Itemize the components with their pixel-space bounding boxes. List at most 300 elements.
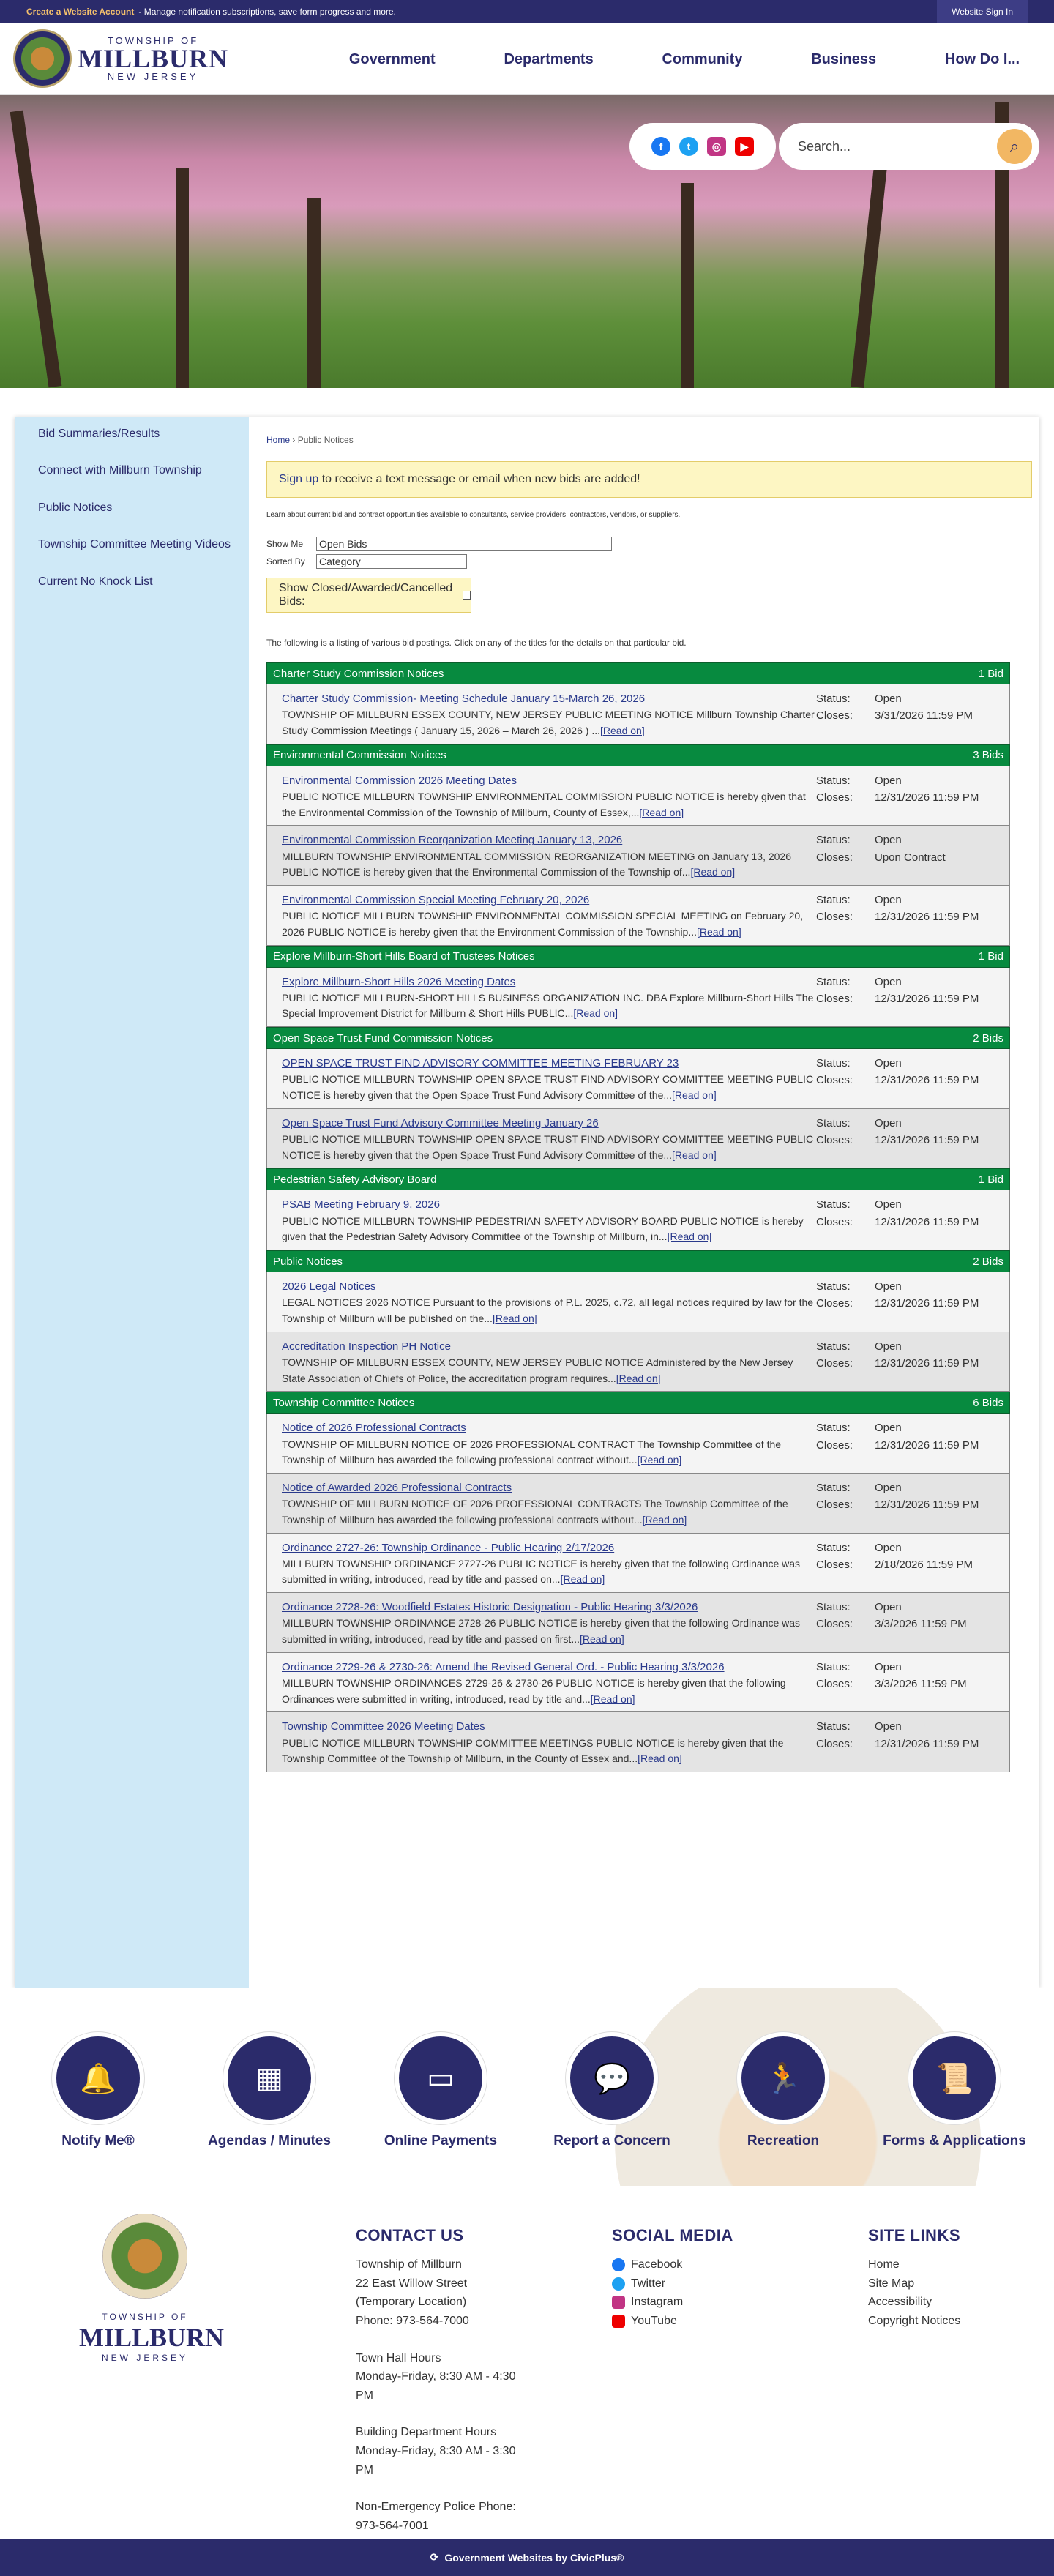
category-name: Environmental Commission Notices — [273, 749, 446, 762]
closes-label: Closes: — [816, 1678, 853, 1690]
status-label: Status: — [816, 1280, 851, 1293]
status-label: Status: — [816, 1660, 851, 1673]
read-on-link[interactable]: [Read on] — [616, 1372, 661, 1384]
contact-line: Phone: 973-564-7000 — [356, 2314, 469, 2327]
main-content — [266, 417, 1032, 1772]
bid-description — [282, 849, 816, 881]
facebook-icon[interactable]: f — [651, 137, 670, 156]
quicklink-recreation[interactable] — [710, 2032, 856, 2149]
show-closed-checkbox[interactable] — [463, 591, 471, 600]
read-on-link[interactable]: [Read on] — [672, 1149, 717, 1161]
bid-description — [282, 1295, 816, 1326]
bid-title-link[interactable]: Township Committee 2026 Meeting Dates — [282, 1720, 485, 1733]
footer-instagram[interactable] — [612, 2293, 802, 2312]
category-count: 2 Bids — [973, 1031, 1003, 1045]
quicklink-label: Recreation — [747, 2133, 820, 2148]
hero-banner — [0, 95, 1054, 388]
contact-line: (Temporary Location) — [356, 2296, 467, 2309]
closes-value: 12/31/2026 11:59 PM — [875, 1737, 979, 1750]
instagram-icon[interactable]: ◎ — [707, 137, 726, 156]
facebook-icon — [612, 2258, 625, 2271]
nav-departments[interactable]: Departments — [504, 51, 594, 67]
bid-status-block — [816, 1718, 979, 1752]
bid-row — [266, 1534, 1010, 1594]
create-account-link[interactable]: Create a Website Account — [26, 7, 135, 17]
bid-title-link[interactable]: Notice of 2026 Professional Contracts — [282, 1422, 466, 1435]
closes-label: Closes: — [816, 1498, 853, 1512]
status-value: Open — [875, 1541, 902, 1554]
site-header — [0, 23, 1054, 95]
bid-desc-text: TOWNSHIP OF MILLBURN NOTICE OF 2026 PROFESSIONAL CONTRACT The Township Committee of the Township of Millburn has awarded the following professional contract without... — [282, 1438, 782, 1466]
closes-label: Closes: — [816, 1134, 853, 1146]
category-header — [266, 1392, 1010, 1414]
nav-community[interactable]: Community — [662, 51, 743, 67]
closes-value: 3/3/2026 11:59 PM — [875, 1678, 967, 1690]
read-on-link[interactable]: [Read on] — [638, 1752, 682, 1765]
quicklink-forms[interactable] — [881, 2032, 1028, 2149]
youtube-icon — [612, 2315, 625, 2328]
bid-description — [282, 1072, 816, 1103]
footer-youtube[interactable] — [612, 2312, 802, 2331]
instagram-icon — [612, 2296, 625, 2309]
status-label: Status: — [816, 774, 851, 787]
category-count: 1 Bid — [978, 950, 1003, 963]
footer — [0, 2186, 1054, 2539]
read-on-link[interactable]: [Read on] — [697, 925, 741, 938]
bid-status-block — [816, 1539, 973, 1574]
footer-twitter[interactable] — [612, 2274, 802, 2293]
logo-text — [78, 36, 228, 81]
bid-status-block — [816, 690, 973, 725]
create-account-desc: - Manage notification subscriptions, save form progress and more. — [138, 7, 396, 17]
hero-tree — [10, 111, 62, 388]
closes-label: Closes: — [816, 1215, 853, 1228]
contact-line — [356, 2405, 546, 2423]
category-header — [266, 662, 1010, 684]
category-header — [266, 744, 1010, 766]
bid-desc-text: PUBLIC NOTICE MILLBURN TOWNSHIP ENVIRONMENTAL COMMISSION PUBLIC NOTICE is hereby given that the Environmental Commission of the Township of Millburn, County of Essex,... — [282, 790, 806, 818]
closes-label: Closes: — [816, 1438, 853, 1452]
bid-status-block — [816, 1338, 979, 1373]
bid-title-link[interactable]: Environmental Commission Reorganization Meeting January 13, 2026 — [282, 834, 623, 847]
social-media — [612, 2222, 802, 2331]
status-value: Open — [875, 975, 902, 988]
closes-value: 3/3/2026 11:59 PM — [875, 1618, 967, 1631]
sitelinks-heading: SITE LINKS — [868, 2226, 961, 2244]
closes-label: Closes: — [816, 1297, 853, 1310]
breadcrumb-home[interactable]: Home — [266, 435, 291, 445]
bid-row — [266, 1593, 1010, 1653]
bid-desc-text: TOWNSHIP OF MILLBURN ESSEX COUNTY, NEW JERSEY PUBLIC MEETING NOTICE Millburn Township Charter Study Commission Meetings ( January 15, 2026 – March 26, 2026 ) ... — [282, 709, 815, 736]
closes-value: 2/18/2026 11:59 PM — [875, 1558, 973, 1571]
bid-status-block — [816, 1659, 967, 1693]
closes-label: Closes: — [816, 1558, 853, 1571]
category-header — [266, 946, 1010, 968]
status-label: Status: — [816, 1340, 851, 1353]
credit-card-icon: ▭ — [395, 2032, 487, 2124]
logo-line3: NEW JERSEY — [107, 71, 199, 82]
status-label: Status: — [816, 1601, 851, 1614]
bid-desc-text: PUBLIC NOTICE MILLBURN TOWNSHIP OPEN SPACE TRUST FIND ADVISORY COMMITTEE MEETING PUBLIC NOTICE is hereby given that the Open Space Trust Fund Advisory Committee of the... — [282, 1133, 814, 1161]
bid-description — [282, 707, 816, 739]
category-name: Pedestrian Safety Advisory Board — [273, 1173, 437, 1186]
footer-logo[interactable] — [79, 2214, 225, 2363]
breadcrumb — [266, 435, 1032, 445]
bid-row — [266, 886, 1010, 946]
bid-desc-text: MILLBURN TOWNSHIP ENVIRONMENTAL COMMISSION REORGANIZATION MEETING on January 13, 2026 PUBLIC NOTICE is hereby given that the Environmental Commission of the Township of... — [282, 850, 792, 878]
category-count: 6 Bids — [973, 1396, 1003, 1409]
bid-desc-text: MILLBURN TOWNSHIP ORDINANCE 2727-26 PUBLIC NOTICE is hereby given that the following Ordinance was submitted in writing, introduced, read by title and passed on... — [282, 1557, 801, 1586]
footer-facebook[interactable] — [612, 2255, 802, 2274]
sitelink-accessibility[interactable]: Accessibility — [868, 2296, 932, 2309]
contact-line — [356, 2331, 546, 2349]
calendar-icon: ▦ — [223, 2032, 315, 2124]
category-name: Township Committee Notices — [273, 1396, 415, 1409]
bid-description — [282, 1556, 816, 1588]
contact-line: Monday-Friday, 8:30 AM - 4:30 — [356, 2370, 516, 2383]
bid-desc-text: MILLBURN TOWNSHIP ORDINANCE 2728-26 PUBLIC NOTICE is hereby given that the following Ordinance was submitted in writing, introduced, read by title and passed on first... — [282, 1617, 801, 1646]
sitelink-site-map[interactable]: Site Map — [868, 2277, 915, 2290]
main-panel — [15, 417, 1039, 1988]
show-closed-box — [266, 578, 471, 613]
nav-government[interactable]: Government — [348, 51, 436, 67]
bid-row — [266, 1653, 1010, 1713]
bid-row — [266, 1190, 1010, 1250]
bid-desc-text: TOWNSHIP OF MILLBURN NOTICE OF 2026 PROFESSIONAL CONTRACTS The Township Committee of the Township of Millburn has awarded the following professional contracts without... — [282, 1498, 788, 1526]
bid-row — [266, 1272, 1010, 1332]
closes-value: 12/31/2026 11:59 PM — [875, 911, 979, 924]
show-me-select[interactable]: Open Bids — [316, 537, 612, 551]
bid-title-link[interactable]: OPEN SPACE TRUST FIND ADVISORY COMMITTEE MEETING FEBRUARY 23 — [282, 1057, 679, 1070]
status-label: Status: — [816, 893, 851, 906]
sidebar-item-connect[interactable]: Connect with Millburn Township — [38, 464, 202, 477]
chat-icon: 💬 — [566, 2032, 658, 2124]
read-on-link[interactable]: [Read on] — [639, 806, 684, 818]
closes-value: 12/31/2026 11:59 PM — [875, 791, 979, 804]
contact-heading: CONTACT US — [356, 2226, 464, 2244]
status-label: Status: — [816, 1057, 851, 1070]
twitter-icon[interactable]: t — [679, 137, 698, 156]
contact-line: 973-564-7001 — [356, 2519, 429, 2532]
bid-status-block — [816, 1115, 979, 1149]
status-value: Open — [875, 692, 902, 705]
closes-value: 12/31/2026 11:59 PM — [875, 1215, 979, 1228]
quicklink-label: Notify Me® — [61, 2133, 135, 2148]
status-label: Status: — [816, 1422, 851, 1435]
closes-value: 12/31/2026 11:59 PM — [875, 1074, 979, 1087]
bid-desc-text: PUBLIC NOTICE MILLBURN TOWNSHIP OPEN SPACE TRUST FIND ADVISORY COMMITTEE MEETING PUBLIC NOTICE is hereby given that the Open Space Trust Fund Advisory Committee of the... — [282, 1073, 814, 1102]
bid-title-link[interactable]: Environmental Commission Special Meeting February 20, 2026 — [282, 893, 590, 906]
bid-status-block — [816, 1419, 979, 1454]
bid-title-link[interactable]: Open Space Trust Fund Advisory Committee Meeting January 26 — [282, 1116, 599, 1130]
status-value: Open — [875, 1198, 902, 1212]
youtube-icon[interactable]: ▶ — [735, 137, 754, 156]
sorted-by-select[interactable]: Category — [316, 554, 467, 569]
bid-desc-text: MILLBURN TOWNSHIP ORDINANCES 2729-26 & 2730-26 PUBLIC NOTICE is hereby given that the following Ordinances were submitted in writing, introduced, read by title and... — [282, 1677, 786, 1705]
read-on-link[interactable]: [Read on] — [580, 1633, 624, 1646]
township-seal-icon — [13, 29, 72, 88]
closes-label: Closes: — [816, 709, 853, 723]
status-value: Open — [875, 1057, 902, 1070]
website-sign-in-button[interactable]: Website Sign In — [937, 0, 1028, 23]
show-closed-label: Show Closed/Awarded/Cancelled Bids: — [279, 582, 453, 608]
read-on-link[interactable]: [Read on] — [690, 866, 736, 878]
civicplus-link[interactable]: Government Websites by CivicPlus® — [444, 2551, 624, 2564]
status-label: Status: — [816, 834, 851, 847]
category-count: 1 Bid — [978, 1173, 1003, 1186]
sidebar-item-committee-videos[interactable]: Township Committee Meeting Videos — [38, 538, 231, 551]
scroll-icon: 📜 — [908, 2032, 1001, 2124]
closes-value: 12/31/2026 11:59 PM — [875, 992, 979, 1005]
bid-description — [282, 908, 816, 940]
breadcrumb-sep: › — [292, 435, 296, 445]
bid-description — [282, 1355, 816, 1386]
social-heading: SOCIAL MEDIA — [612, 2226, 733, 2244]
bid-row — [266, 1414, 1010, 1474]
sitelink-copyright[interactable]: Copyright Notices — [868, 2314, 961, 2327]
bid-desc-text: PUBLIC NOTICE MILLBURN-SHORT HILLS BUSINESS ORGANIZATION INC. DBA Explore Millburn-Short Hills The Special Improvement District for Millburn & Short Hills PUBLIC... — [282, 991, 814, 1020]
search-box[interactable] — [779, 123, 1039, 170]
status-value: Open — [875, 834, 902, 847]
quicklink-report-concern[interactable] — [539, 2032, 685, 2149]
closes-value: 12/31/2026 11:59 PM — [875, 1297, 979, 1310]
quick-links — [0, 1988, 1054, 2186]
twitter-icon — [612, 2277, 625, 2291]
bid-title-link[interactable]: Ordinance 2729-26 & 2730-26: Amend the Revised General Ord. - Public Hearing 3/3/2026 — [282, 1660, 725, 1673]
contact-line: Non-Emergency Police Phone: — [356, 2501, 516, 2514]
category-header — [266, 1250, 1010, 1272]
bid-title-link[interactable]: Notice of Awarded 2026 Professional Contracts — [282, 1481, 512, 1494]
township-seal-icon — [102, 2214, 187, 2299]
contact-line — [356, 2479, 546, 2498]
main-nav — [315, 23, 1054, 95]
category-count: 1 Bid — [978, 667, 1003, 680]
sidebar-item-no-knock-list[interactable]: Current No Knock List — [38, 575, 153, 588]
sidebar-item-bid-summaries[interactable]: Bid Summaries/Results — [38, 428, 160, 440]
closes-label: Closes: — [816, 1356, 853, 1370]
bid-table — [266, 662, 1010, 1772]
category-header — [266, 1168, 1010, 1190]
bid-row — [266, 826, 1010, 886]
read-on-link[interactable]: [Read on] — [637, 1454, 682, 1466]
status-label: Status: — [816, 1481, 851, 1494]
bid-description — [282, 1132, 816, 1163]
read-on-link[interactable]: [Read on] — [600, 724, 645, 736]
category-count: 3 Bids — [973, 749, 1003, 762]
bid-desc-text: LEGAL NOTICES 2026 NOTICE Pursuant to the provisions of P.L. 2025, c.72, all legal notices required by law for the Township of Millburn will be published on the... — [282, 1296, 814, 1324]
footer-social-label: Instagram — [631, 2296, 684, 2309]
read-on-link[interactable]: [Read on] — [642, 1513, 687, 1526]
bid-description — [282, 1616, 816, 1647]
civicplus-bar — [0, 2539, 1054, 2576]
closes-label: Closes: — [816, 791, 853, 804]
contact-us — [356, 2222, 546, 2535]
bid-status-block — [816, 892, 979, 926]
breadcrumb-current: Public Notices — [297, 435, 354, 445]
contact-line: Town Hall Hours — [356, 2351, 441, 2364]
status-value: Open — [875, 893, 902, 906]
read-on-link[interactable]: [Read on] — [560, 1573, 605, 1586]
bid-status-block — [816, 772, 979, 807]
bid-description — [282, 1496, 816, 1528]
bid-row — [266, 766, 1010, 826]
bid-title-link[interactable]: PSAB Meeting February 9, 2026 — [282, 1198, 440, 1212]
contact-line: PM — [356, 2389, 373, 2402]
hero-tree — [681, 183, 694, 388]
closes-label: Closes: — [816, 992, 853, 1005]
closes-label: Closes: — [816, 1618, 853, 1631]
footer-logo-line2: MILLBURN — [79, 2323, 225, 2352]
logo-line1: TOWNSHIP OF — [107, 35, 199, 46]
bid-status-block — [816, 1055, 979, 1089]
signup-link[interactable]: Sign up — [279, 473, 319, 485]
read-on-link[interactable]: [Read on] — [492, 1312, 537, 1324]
bid-row — [266, 1474, 1010, 1534]
footer-social-label: Facebook — [631, 2258, 683, 2271]
quicklink-label: Report a Concern — [553, 2133, 670, 2148]
closes-value: 12/31/2026 11:59 PM — [875, 1356, 979, 1370]
bid-row — [266, 1049, 1010, 1109]
closes-value: Upon Contract — [875, 851, 946, 864]
hero-tree — [307, 198, 321, 388]
social-icons — [629, 123, 776, 170]
read-on-link[interactable]: [Read on] — [573, 1007, 618, 1020]
closes-value: 12/31/2026 11:59 PM — [875, 1134, 979, 1146]
status-value: Open — [875, 1720, 902, 1733]
closes-label: Closes: — [816, 1074, 853, 1087]
status-value: Open — [875, 1601, 902, 1614]
sitelink-home[interactable]: Home — [868, 2258, 900, 2271]
category-name: Charter Study Commission Notices — [273, 667, 444, 680]
quicklink-label: Forms & Applications — [883, 2133, 1026, 2148]
bid-title-link[interactable]: Ordinance 2727-26: Township Ordinance - Public Hearing 2/17/2026 — [282, 1541, 615, 1554]
status-value: Open — [875, 1660, 902, 1673]
bid-description — [282, 1437, 816, 1468]
bid-description — [282, 1214, 816, 1245]
bid-status-block — [816, 974, 979, 1008]
bid-title-link[interactable]: Environmental Commission 2026 Meeting Dates — [282, 774, 517, 787]
read-on-link[interactable]: [Read on] — [672, 1089, 717, 1102]
footer-logo-line3: NEW JERSEY — [101, 2353, 188, 2363]
contact-line: Township of Millburn — [356, 2258, 462, 2271]
hero-tree — [176, 168, 189, 388]
bid-row — [266, 1712, 1010, 1772]
closes-label: Closes: — [816, 851, 853, 864]
closes-value: 12/31/2026 11:59 PM — [875, 1498, 979, 1512]
read-on-link[interactable]: [Read on] — [590, 1692, 635, 1705]
bid-title-link[interactable]: 2026 Legal Notices — [282, 1280, 376, 1293]
status-label: Status: — [816, 1198, 851, 1212]
bid-row — [266, 684, 1010, 744]
status-label: Status: — [816, 1116, 851, 1130]
home-logo[interactable] — [13, 29, 228, 88]
bid-row — [266, 1332, 1010, 1392]
hero-tree — [851, 139, 889, 388]
closes-value: 12/31/2026 11:59 PM — [875, 1438, 979, 1452]
footer-logo-line1: TOWNSHIP OF — [102, 2312, 188, 2322]
filters — [266, 537, 1032, 569]
bid-description — [282, 990, 816, 1022]
signup-text: to receive a text message or email when new bids are added! — [318, 473, 640, 485]
status-label: Status: — [816, 975, 851, 988]
nav-business[interactable]: Business — [811, 51, 877, 67]
read-on-link[interactable]: [Read on] — [667, 1231, 712, 1243]
bid-status-block — [816, 1599, 967, 1633]
quicklink-label: Online Payments — [384, 2133, 498, 2148]
civicplus-icon: ⟳ — [430, 2551, 439, 2563]
status-value: Open — [875, 1422, 902, 1435]
footer-social-label: YouTube — [631, 2314, 677, 2327]
closes-value: 3/31/2026 11:59 PM — [875, 709, 973, 723]
search-icon[interactable]: ⌕ — [997, 129, 1032, 164]
bid-title-link[interactable]: Ordinance 2728-26: Woodfield Estates Historic Designation - Public Hearing 3/3/2026 — [282, 1601, 698, 1614]
category-count: 2 Bids — [973, 1255, 1003, 1268]
sorted-by-label: Sorted By — [266, 556, 305, 567]
sidebar — [15, 417, 249, 1988]
category-header — [266, 1027, 1010, 1049]
logo-line2: MILLBURN — [78, 44, 229, 73]
bid-row — [266, 968, 1010, 1028]
category-name: Explore Millburn-Short Hills Board of Trustees Notices — [273, 950, 535, 963]
top-bar — [0, 0, 1054, 23]
status-label: Status: — [816, 1541, 851, 1554]
bid-description — [282, 789, 816, 821]
runner-icon: 🏃 — [737, 2032, 829, 2124]
site-links — [868, 2222, 1029, 2331]
bid-desc-text: PUBLIC NOTICE MILLBURN TOWNSHIP ENVIRONMENTAL COMMISSION SPECIAL MEETING on February 20, 2026 PUBLIC NOTICE is hereby given that the Environment Commission of the Township... — [282, 910, 804, 938]
contact-line: Building Department Hours — [356, 2426, 497, 2439]
bid-title-link[interactable]: Charter Study Commission- Meeting Schedule January 15-March 26, 2026 — [282, 692, 646, 705]
listing-text: The following is a listing of various bid postings. Click on any of the titles for the details on that particular bid. — [266, 638, 687, 648]
bid-status-block — [816, 832, 946, 866]
search-input[interactable]: Search... — [798, 138, 851, 154]
status-label: Status: — [816, 1720, 851, 1733]
bid-row — [266, 1109, 1010, 1169]
category-name: Public Notices — [273, 1255, 343, 1268]
bid-status-block — [816, 1278, 979, 1313]
signup-notice — [266, 461, 1032, 498]
bid-title-link[interactable]: Accreditation Inspection PH Notice — [282, 1340, 451, 1353]
intro-text: Learn about current bid and contract opportunities available to consultants, service providers, contractors, vendors, or suppliers. — [266, 511, 681, 519]
bid-description — [282, 1676, 816, 1707]
quicklink-label: Agendas / Minutes — [208, 2133, 331, 2148]
bid-desc-text: PUBLIC NOTICE MILLBURN TOWNSHIP COMMITTEE MEETINGS PUBLIC NOTICE is hereby given that the Township Committee of the Township of Millburn, in the County of Essex and... — [282, 1736, 784, 1765]
status-value: Open — [875, 1116, 902, 1130]
quicklink-payments[interactable] — [367, 2032, 514, 2149]
footer-social-label: Twitter — [631, 2277, 666, 2290]
status-label: Status: — [816, 692, 851, 705]
category-name: Open Space Trust Fund Commission Notices — [273, 1031, 493, 1045]
show-me-label: Show Me — [266, 539, 304, 549]
quicklink-agendas[interactable] — [196, 2032, 343, 2149]
contact-line: Monday-Friday, 8:30 AM - 3:30 — [356, 2444, 516, 2457]
bell-icon: 🔔 — [52, 2032, 144, 2124]
bid-desc-text: TOWNSHIP OF MILLBURN ESSEX COUNTY, NEW JERSEY PUBLIC NOTICE Administered by the New Jersey State Association of Chiefs of Police, the accreditation program requires... — [282, 1356, 793, 1384]
quicklink-notify-me[interactable] — [25, 2032, 171, 2149]
status-value: Open — [875, 1340, 902, 1353]
contact-line: 22 East Willow Street — [356, 2277, 468, 2290]
closes-label: Closes: — [816, 1737, 853, 1750]
bid-status-block — [816, 1196, 979, 1231]
nav-how-do-i[interactable]: How Do I... — [944, 51, 1020, 67]
bid-description — [282, 1736, 816, 1767]
closes-label: Closes: — [816, 911, 853, 924]
sidebar-item-public-notices[interactable]: Public Notices — [38, 501, 113, 514]
contact-lines — [356, 2255, 546, 2535]
status-value: Open — [875, 774, 902, 787]
bid-title-link[interactable]: Explore Millburn-Short Hills 2026 Meeting Dates — [282, 975, 516, 988]
status-value: Open — [875, 1280, 902, 1293]
